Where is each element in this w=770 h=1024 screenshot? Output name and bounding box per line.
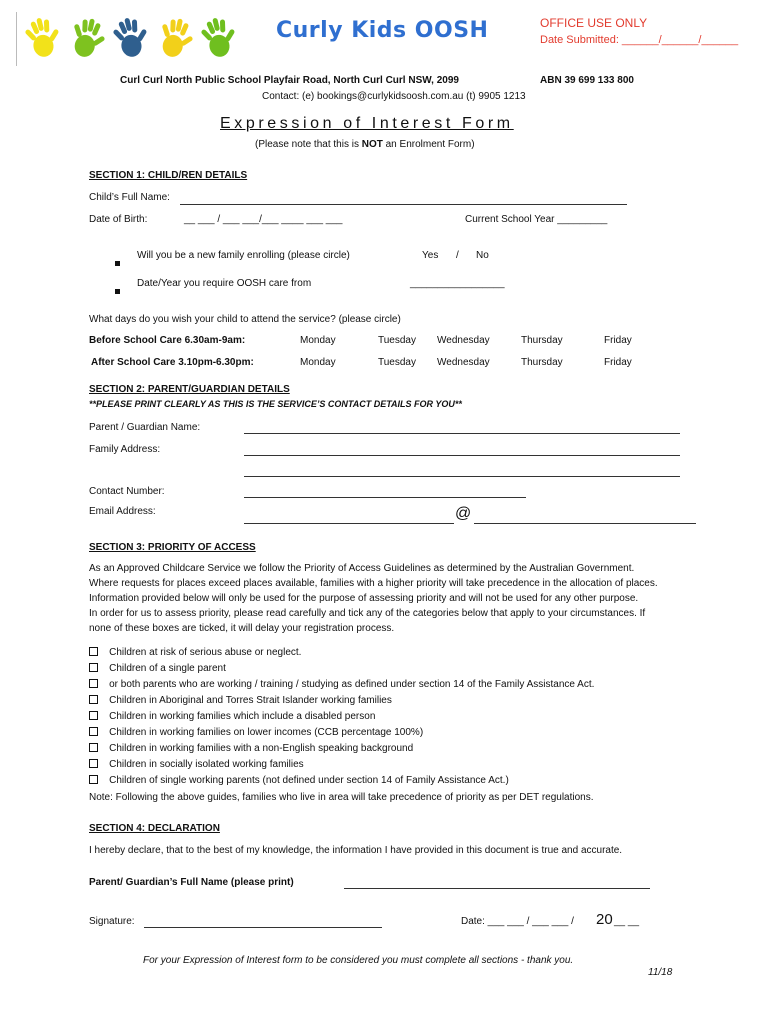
after-wednesday[interactable]: Wednesday [437, 357, 490, 368]
contact-number-label: Contact Number: [89, 486, 165, 497]
checkbox[interactable] [89, 647, 98, 656]
section1-heading: SECTION 1: CHILD/REN DETAILS [89, 170, 248, 181]
checkbox[interactable] [89, 775, 98, 784]
priority-item[interactable] [89, 775, 509, 786]
section4-heading: SECTION 4: DECLARATION [89, 823, 220, 834]
priority-para-3: Information provided below will only be used for the purpose of assessing priority and will not be used for any other purpose. [89, 593, 639, 604]
yes-option[interactable]: Yes [422, 250, 439, 261]
after-friday[interactable]: Friday [604, 357, 632, 368]
priority-item[interactable] [89, 743, 413, 754]
signature-line[interactable] [144, 927, 382, 928]
dob-blank[interactable]: __ ___ / ___ ___/___ ____ ___ ___ [184, 214, 343, 225]
priority-item-label: Children of a single parent [109, 663, 226, 674]
subtitle-post: an Enrolment Form) [382, 139, 475, 150]
priority-para-5: none of these boxes are ticked, it will delay your registration process. [89, 623, 395, 634]
before-wednesday[interactable]: Wednesday [437, 335, 490, 346]
form-title: Expression of Interest Form [220, 115, 514, 132]
checkbox[interactable] [89, 663, 98, 672]
office-use-label: OFFICE USE ONLY [540, 16, 648, 30]
contact-number-line[interactable] [244, 497, 526, 498]
after-monday[interactable]: Monday [300, 357, 336, 368]
priority-item-label: Children at risk of serious abuse or neglect. [109, 647, 302, 658]
before-tuesday[interactable]: Tuesday [378, 335, 416, 346]
child-name-label: Child’s Full Name: [89, 192, 170, 203]
priority-para-1: As an Approved Childcare Service we follow the Priority of Access Guidelines as determined by the Australian Government. [89, 563, 635, 574]
current-school-year[interactable]: Current School Year _________ [465, 214, 608, 225]
yes-no-slash: / [456, 250, 459, 261]
date-year-blank[interactable]: _________________ [410, 278, 505, 289]
checkbox[interactable] [89, 743, 98, 752]
dob-label: Date of Birth: [89, 214, 148, 225]
full-name-label: Parent/ Guardian’s Full Name (please print) [89, 877, 294, 888]
priority-item-label: or both parents who are working / training / studying as defined under section 14 of the Family Assistance Act. [109, 679, 595, 690]
handprint-icon [110, 14, 153, 60]
days-question: What days do you wish your child to attend the service? (please circle) [89, 314, 401, 325]
priority-item[interactable] [89, 759, 304, 770]
family-address-line-2[interactable] [244, 476, 680, 477]
school-address: Curl Curl North Public School Playfair Road, North Curl Curl NSW, 2099 [120, 75, 459, 86]
year-blank[interactable]: __ __ [614, 916, 640, 927]
priority-item[interactable] [89, 679, 594, 690]
email-line-right[interactable] [474, 523, 696, 524]
checkbox[interactable] [89, 759, 98, 768]
priority-item-label: Children of single working parents (not defined under section 14 of Family Assistance Act.) [109, 775, 509, 786]
priority-item[interactable] [89, 647, 301, 658]
date-label[interactable]: Date: ___ ___ / ___ ___ / [461, 916, 574, 927]
family-address-label: Family Address: [89, 444, 161, 455]
checkbox[interactable] [89, 679, 98, 688]
brand-title: Curly Kids OOSH [276, 18, 489, 43]
family-address-line-1[interactable] [244, 455, 680, 456]
handprint-icon [22, 14, 65, 60]
email-line-left[interactable] [244, 523, 454, 524]
section3-heading: SECTION 3: PRIORITY OF ACCESS [89, 542, 256, 553]
no-option[interactable]: No [476, 250, 489, 261]
checkbox[interactable] [89, 727, 98, 736]
priority-para-2: Where requests for places exceed places available, families with a higher priority will take precedence in the allocation of places. [89, 578, 658, 589]
subtitle-pre: (Please note that this is [255, 139, 362, 150]
form-subtitle [255, 139, 475, 150]
date-submitted: Date Submitted: ______/______/______ [540, 34, 739, 46]
handprint-icon [68, 15, 110, 60]
abn: ABN 39 699 133 800 [540, 75, 634, 86]
priority-item-label: Children in Aboriginal and Torres Strait Islander working families [109, 695, 392, 706]
priority-item-label: Children in working families on lower incomes (CCB percentage 100%) [109, 727, 424, 738]
handprints-logo [22, 10, 240, 62]
declaration-text: I hereby declare, that to the best of my knowledge, the information I have provided in this document is true and accurate. [89, 845, 623, 856]
priority-item[interactable] [89, 727, 423, 738]
child-name-line[interactable] [180, 204, 627, 205]
priority-note: Note: Following the above guides, families who live in area will take precedence of priority as per DET regulations. [89, 792, 594, 803]
checkbox[interactable] [89, 711, 98, 720]
bullet-new-family [115, 253, 120, 271]
parent-name-line[interactable] [244, 433, 680, 434]
priority-item[interactable] [89, 663, 226, 674]
handprint-icon [198, 14, 240, 60]
full-name-line[interactable] [344, 888, 650, 889]
priority-item[interactable] [89, 695, 392, 706]
before-thursday[interactable]: Thursday [521, 335, 563, 346]
footer-note: For your Expression of Interest form to be considered you must complete all sections - thank you. [143, 955, 574, 966]
new-family-question: Will you be a new family enrolling (please circle) [137, 250, 350, 261]
bullet-date-year [115, 281, 120, 299]
handprint-icon [156, 15, 198, 60]
section2-heading: SECTION 2: PARENT/GUARDIAN DETAILS [89, 384, 290, 395]
after-school-label: After School Care 3.10pm-6.30pm: [91, 357, 254, 368]
priority-para-4: In order for us to assess priority, please read carefully and tick any of the categories below that apply to your circumstances. If [89, 608, 646, 619]
priority-item-label: Children in working families which include a disabled person [109, 711, 376, 722]
signature-label: Signature: [89, 916, 135, 927]
priority-item[interactable] [89, 711, 375, 722]
after-tuesday[interactable]: Tuesday [378, 357, 416, 368]
subtitle-not: NOT [361, 139, 383, 150]
priority-item-label: Children in working families with a non-English speaking background [109, 743, 414, 754]
after-thursday[interactable]: Thursday [521, 357, 563, 368]
before-school-label: Before School Care 6.30am-9am: [89, 335, 246, 346]
section2-note: **PLEASE PRINT CLEARLY AS THIS IS THE SERVICE’S CONTACT DETAILS FOR YOU** [89, 399, 462, 409]
before-monday[interactable]: Monday [300, 335, 336, 346]
header-divider [16, 12, 17, 66]
year-prefix: 20 [596, 911, 613, 928]
priority-item-label: Children in socially isolated working families [109, 759, 304, 770]
email-label: Email Address: [89, 506, 156, 517]
checkbox[interactable] [89, 695, 98, 704]
before-friday[interactable]: Friday [604, 335, 632, 346]
version-label: 11/18 [648, 967, 673, 978]
email-at: @ [455, 505, 472, 522]
parent-name-label: Parent / Guardian Name: [89, 422, 201, 433]
date-year-label: Date/Year you require OOSH care from [137, 278, 312, 289]
contact-line: Contact: (e) bookings@curlykidsoosh.com.au (t) 9905 1213 [262, 91, 526, 102]
